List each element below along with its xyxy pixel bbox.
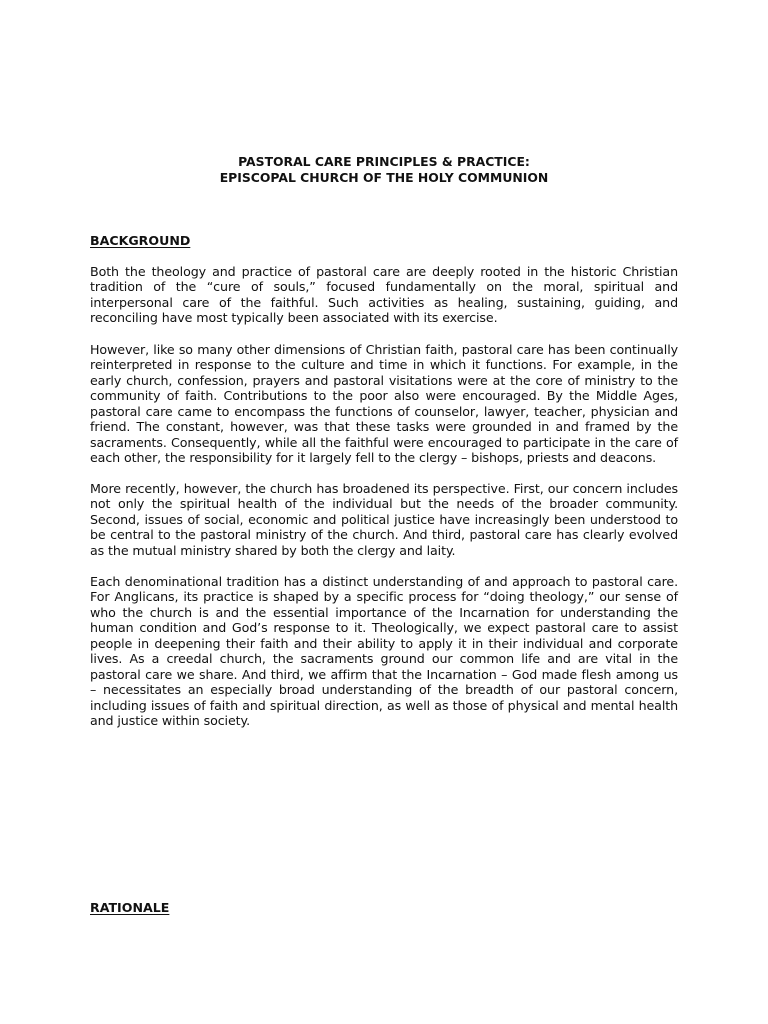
background-paragraph-1: Both the theology and practice of pastoral care are deeply rooted in the historic Christian tradition of the “cure of souls,” focused fundamentally on the moral, spiritual and interpersonal care of the faithful. Such activities as healing, sustaining, guiding, and reconciling have most typically been associated with its exercise.	[90, 264, 678, 326]
section-heading-rationale: RATIONALE	[90, 900, 170, 915]
section-heading-background: BACKGROUND	[90, 233, 191, 248]
background-paragraph-4: Each denominational tradition has a distinct understanding of and approach to pastoral care. For Anglicans, its practice is shaped by a specific process for “doing theology,” our sense of who the church is and the essential importance of the Incarnation for understanding the human condition and God’s response to it. Theologically, we expect pastoral care to assist people in deepening their faith and their ability to apply it in their individual and corporate lives. As a creedal church, the sacraments ground our common life and are vital in the pastoral care we share. And third, we affirm that the Incarnation – God made flesh among us – necessitates an especially broad understanding of the breadth of our pastoral concern, including issues of faith and spiritual direction, as well as those of physical and mental health and justice within society.	[90, 574, 678, 729]
background-paragraph-3: More recently, however, the church has broadened its perspective. First, our concern includes not only the spiritual health of the individual but the needs of the broader community. Second, issues of social, economic and political justice have increasingly been understood to be central to the pastoral ministry of the church. And third, pastoral care has clearly evolved as the mutual ministry shared by both the clergy and laity.	[90, 481, 678, 558]
document-title-line-2: EPISCOPAL CHURCH OF THE HOLY COMMUNION	[219, 170, 549, 185]
document-title-line-1: PASTORAL CARE PRINCIPLES & PRACTICE:	[238, 154, 530, 169]
background-paragraph-2: However, like so many other dimensions of Christian faith, pastoral care has been continually reinterpreted in response to the culture and time in which it functions. For example, in the early church, confession, prayers and pastoral visitations were at the core of ministry to the community of faith. Contributions to the poor also were encouraged. By the Middle Ages, pastoral care came to encompass the functions of counselor, lawyer, teacher, physician and friend. The constant, however, was that these tasks were grounded in and framed by the sacraments. Consequently, while all the faithful were encouraged to participate in the care of each other, the responsibility for it largely fell to the clergy – bishops, priests and deacons.	[90, 342, 678, 466]
